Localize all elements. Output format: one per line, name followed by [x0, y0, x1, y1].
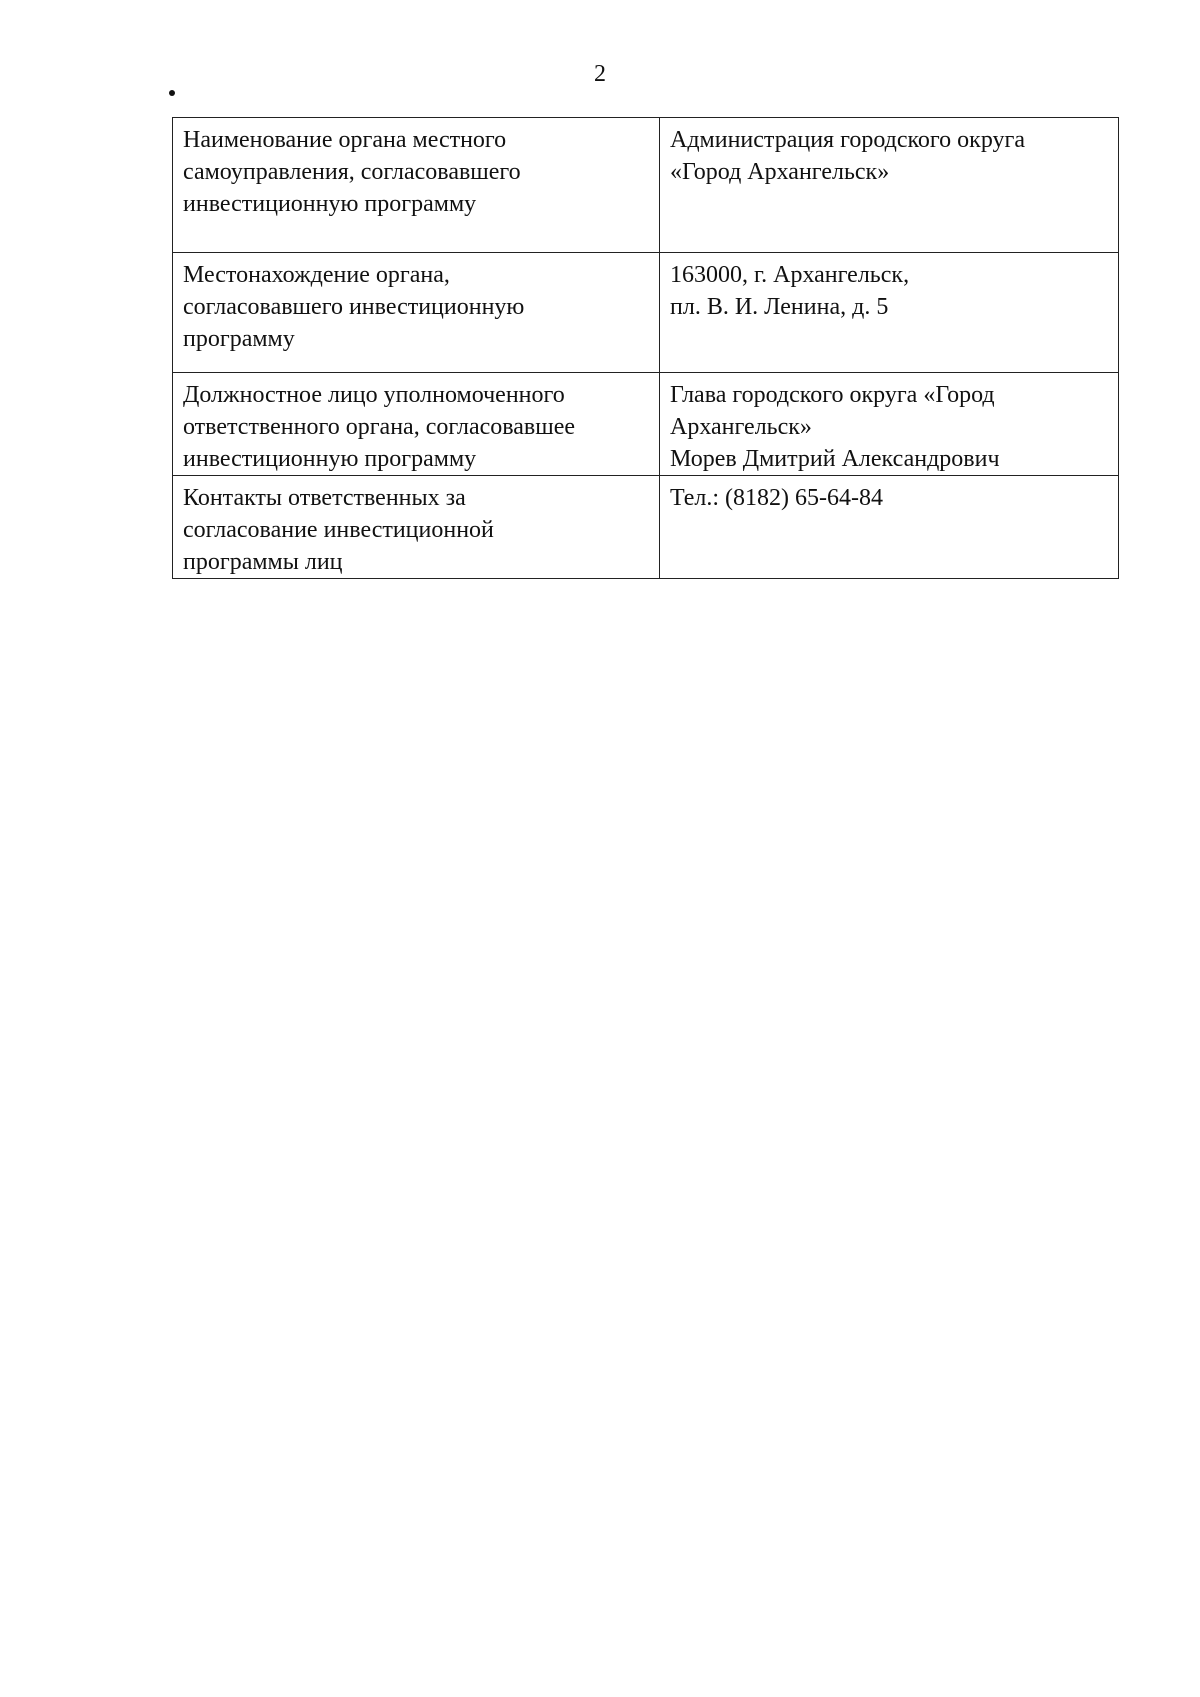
- row-label-authority-name: [173, 118, 660, 253]
- row-value-authority-location: [660, 253, 1119, 373]
- cell-text-line: Контакты ответственных за: [183, 485, 466, 511]
- row-value-contacts: [660, 476, 1119, 579]
- cell-text-line: Морев Дмитрий Александрович: [670, 446, 1000, 472]
- cell-text-line: программы лиц: [183, 549, 343, 575]
- cell-text-line: ответственного органа, согласовавшее: [183, 414, 576, 440]
- cell-text-line: Местонахождение органа,: [183, 262, 450, 288]
- row-label-official: [173, 373, 660, 476]
- table-row: [173, 118, 1119, 253]
- row-label-authority-location: [173, 253, 660, 373]
- row-value-authority-name: [660, 118, 1119, 253]
- approval-info-table: [172, 117, 1119, 579]
- row-label-contacts: [173, 476, 660, 579]
- bullet-mark: [169, 90, 175, 96]
- cell-text-line: 163000, г. Архангельск,: [670, 262, 910, 288]
- table-row: [173, 253, 1119, 373]
- cell-text-line: программу: [183, 326, 295, 352]
- page-number: 2: [594, 61, 606, 87]
- cell-text-line: Тел.: (8182) 65-64-84: [670, 485, 884, 511]
- row-value-official: [660, 373, 1119, 476]
- cell-text-line: самоуправления, согласовавшего: [183, 159, 521, 185]
- cell-text-line: Должностное лицо уполномоченного: [183, 382, 565, 408]
- cell-text-line: пл. В. И. Ленина, д. 5: [670, 294, 889, 320]
- table-row: [173, 373, 1119, 476]
- cell-text-line: «Город Архангельск»: [670, 159, 890, 185]
- cell-text-line: согласование инвестиционной: [183, 517, 494, 543]
- cell-text-line: согласовавшего инвестиционную: [183, 294, 525, 320]
- cell-text-line: Администрация городского округа: [670, 127, 1026, 153]
- cell-text-line: инвестиционную программу: [183, 446, 477, 472]
- cell-text-line: Глава городского округа «Город: [670, 382, 995, 408]
- table-row: [173, 476, 1119, 579]
- cell-text-line: Наименование органа местного: [183, 127, 507, 153]
- cell-text-line: инвестиционную программу: [183, 191, 477, 217]
- cell-text-line: Архангельск»: [670, 414, 812, 440]
